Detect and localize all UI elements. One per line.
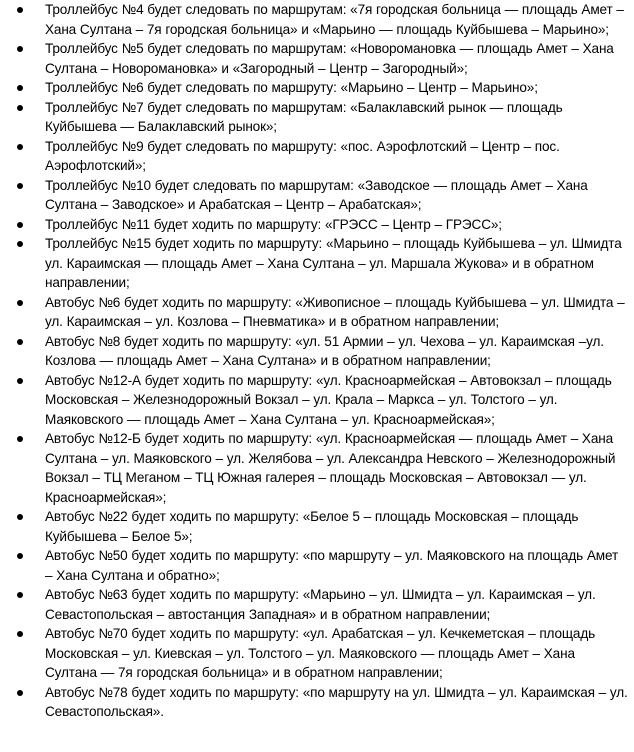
route-text: Троллейбус №4 будет следовать по маршрутам: «7я городская больница — площадь Амет – Хана Султана – 7я городская больница» и «Марьино — площадь Куйбышева – Марьино»;	[45, 2, 624, 37]
bullet-icon	[17, 183, 23, 189]
route-list-item	[0, 215, 634, 235]
bullet-icon	[17, 144, 23, 150]
route-list-item	[0, 293, 634, 332]
bullet-icon	[17, 436, 23, 442]
bullet-icon	[17, 85, 23, 91]
route-text: Автобус №63 будет ходить по маршруту: «Марьино – ул. Шмидта – ул. Караимская – ул. Севастопольская – автостанция Западная» и в обратном направлении;	[45, 587, 596, 622]
route-text: Троллейбус №10 будет следовать по маршрутам: «Заводское — площадь Амет – Хана Султана – Заводское» и Арабатская – Центр – Арабатская»;	[45, 177, 588, 212]
bullet-icon	[17, 378, 23, 384]
route-text: Троллейбус №15 будет ходить по маршруту: «Марьино – площадь Куйбышева – ул. Шмидта ул. Караимская — площадь Амет – Хана Султана – ул. Маршала Жукова» и в обратном направлении;	[45, 236, 622, 290]
route-text: Троллейбус №6 будет следовать по маршруту: «Марьино – Центр – Марьино»;	[45, 80, 538, 95]
bullet-icon	[17, 46, 23, 52]
route-list-item	[0, 546, 634, 585]
bullet-icon	[17, 241, 23, 247]
route-list-item	[0, 78, 634, 98]
route-text: Автобус №12-Б будет ходить по маршруту: «ул. Красноармейская — площадь Амет – Хана Султана – ул. Маяковского – ул. Желябова – ул. Александра Невского – Железнодорожный Вокзал – ТЦ Меганом – ТЦ Южная галерея – площадь Московская – Автовокзал — ул. Красноармейская»;	[45, 431, 616, 505]
route-list-item	[0, 39, 634, 78]
bullet-icon	[17, 339, 23, 345]
route-text: Автобус №70 будет ходить по маршруту: «ул. Арабатская – ул. Кечкеметская – площадь Московская – ул. Киевская – ул. Толстого – ул. Маяковского — площадь Амет – Хана Султана — 7я городская больница» и в обратном направлении;	[45, 626, 596, 680]
bullet-icon	[17, 105, 23, 111]
route-list-item	[0, 585, 634, 624]
route-text: Троллейбус №5 будет следовать по маршрутам: «Новоромановка — площадь Амет – Хана Султана – Новоромановка» и «Загородный – Центр – Загородный»;	[45, 41, 614, 76]
route-text: Троллейбус №7 будет следовать по маршрутам: «Балаклавский рынок — площадь Куйбышева — Балаклавский рынок»;	[45, 99, 563, 134]
bullet-icon	[17, 631, 23, 637]
route-list-item	[0, 429, 634, 507]
route-list-item	[0, 624, 634, 683]
route-list-item	[0, 137, 634, 176]
route-list-item	[0, 0, 634, 39]
bullet-icon	[17, 514, 23, 520]
route-text: Автобус №6 будет ходить по маршруту: «Живописное – площадь Куйбышева – ул. Шмидта – ул. Караимская – ул. Козлова – Пневматика» и в обратном направлении;	[45, 294, 625, 329]
route-text: Автобус №22 будет ходить по маршруту: «Белое 5 – площадь Московская – площадь Куйбышева – Белое 5»;	[45, 509, 579, 544]
route-list-item	[0, 683, 634, 722]
bullet-icon	[17, 222, 23, 228]
route-text: Автобус №50 будет ходить по маршруту: «по маршруту – ул. Маяковского на площадь Амет – Хана Султана и обратно»;	[45, 548, 619, 583]
route-text: Автобус №8 будет ходить по маршруту: «ул. 51 Армии – ул. Чехова – ул. Караимская –ул. Козлова — площадь Амет – Хана Султана» и в обратном направлении;	[45, 333, 604, 368]
route-list-item	[0, 507, 634, 546]
bullet-icon	[17, 592, 23, 598]
route-text: Троллейбус №11 будет ходить по маршруту: «ГРЭСС – Центр – ГРЭСС»;	[45, 216, 502, 232]
route-list-item	[0, 371, 634, 430]
route-text: Автобус №12-А будет ходить по маршруту: «ул. Красноармейская – Автовокзал – площадь Московская – Железнодорожный Вокзал – ул. Крала – Маркса – ул. Толстого – ул. Маяковского — площадь Амет – Хана Султана – ул. Красноармейская»;	[45, 372, 612, 427]
route-list-item	[0, 98, 634, 137]
route-text: Троллейбус №9 будет следовать по маршруту: «пос. Аэрофлотский – Центр – пос. Аэрофлотский»;	[45, 138, 560, 173]
route-list-item	[0, 176, 634, 215]
route-list-item	[0, 234, 634, 293]
bullet-icon	[17, 690, 23, 696]
bullet-icon	[17, 553, 23, 559]
route-text: Автобус №78 будет ходить по маршруту: «по маршруту на ул. Шмидта – ул. Караимская – ул. Севастопольская».	[45, 684, 628, 719]
route-list-item	[0, 332, 634, 371]
bullet-icon	[17, 7, 23, 13]
bullet-icon	[17, 300, 23, 306]
